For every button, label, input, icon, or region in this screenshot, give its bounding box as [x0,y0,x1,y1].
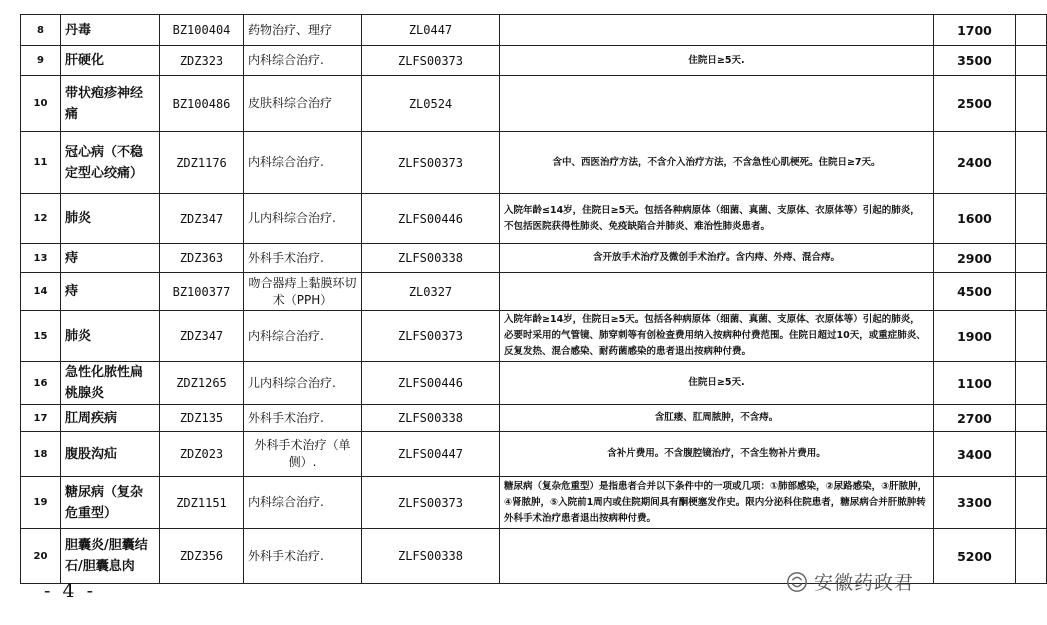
scope-note: 含开放手术治疗及微创手术治疗。含内痔、外痔、混合痔。 [500,244,934,273]
scope-note: 含中、西医治疗方法，不含介入治疗方法，不含急性心肌梗死。住院日≥7天。 [500,132,934,194]
table-row [21,405,1047,432]
row-number: 19 [21,477,61,529]
disease-code: ZDZ1265 [160,362,244,405]
treatment-code: ZLFS00446 [362,362,500,405]
row-number: 16 [21,362,61,405]
table-row [21,244,1047,273]
scope-note: 入院年龄≤14岁，住院日≥5天。包括各种病原体（细菌、真菌、支原体、衣原体等）引起的肺炎，不包括医院获得性肺炎、免疫缺陷合并肺炎、难治性肺炎患者。 [500,194,934,244]
treatment-code: ZLFS00373 [362,46,500,76]
row-number: 11 [21,132,61,194]
row-number: 10 [21,76,61,132]
table-row [21,477,1047,529]
blank-cell [1016,477,1047,529]
table-row [21,15,1047,46]
fee-amount: 2500 [934,76,1016,132]
row-number: 13 [21,244,61,273]
disease-code: ZDZ323 [160,46,244,76]
scope-note [500,273,934,311]
row-number: 12 [21,194,61,244]
row-number: 9 [21,46,61,76]
fee-amount: 1700 [934,15,1016,46]
fee-amount: 5200 [934,529,1016,584]
disease-name: 肛周疾病 [61,405,160,432]
disease-code: ZDZ023 [160,432,244,477]
disease-name: 痔 [61,244,160,273]
scope-note [500,15,934,46]
treatment-method: 药物治疗、理疗 [244,15,362,46]
fee-amount: 4500 [934,273,1016,311]
page-number: - 4 - [44,580,97,602]
disease-name: 肝硬化 [61,46,160,76]
treatment-method: 儿内科综合治疗. [244,194,362,244]
disease-name: 冠心病（不稳定型心绞痛） [61,132,160,194]
table-row [21,76,1047,132]
treatment-method: 内科综合治疗. [244,132,362,194]
disease-code: ZDZ1176 [160,132,244,194]
table-row [21,194,1047,244]
scope-note: 糖尿病（复杂危重型）是指患者合并以下条件中的一项或几项：①肺部感染，②尿路感染，③肝脓肿，④肾脓肿，⑤入院前1周内或住院期间具有酮梗塞发作史。限内分泌科住院患者，糖尿病合并肝脓肿转外科手术治疗患者退出按病种付费。 [500,477,934,529]
fee-amount: 1100 [934,362,1016,405]
treatment-method: 内科综合治疗. [244,46,362,76]
treatment-method: 外科手术治疗. [244,405,362,432]
treatment-code: ZLFS00373 [362,311,500,362]
disease-code: ZDZ347 [160,311,244,362]
blank-cell [1016,46,1047,76]
wechat-channel-icon [786,571,808,593]
fee-amount: 3300 [934,477,1016,529]
treatment-code: ZL0327 [362,273,500,311]
disease-name: 糖尿病（复杂危重型） [61,477,160,529]
disease-code: BZ100404 [160,15,244,46]
treatment-method: 儿内科综合治疗. [244,362,362,405]
table-row [21,132,1047,194]
row-number: 8 [21,15,61,46]
treatment-code: ZLFS00373 [362,477,500,529]
treatment-code: ZLFS00338 [362,529,500,584]
row-number: 18 [21,432,61,477]
blank-cell [1016,362,1047,405]
blank-cell [1016,405,1047,432]
treatment-code: ZL0524 [362,76,500,132]
treatment-method: 外科手术治疗. [244,529,362,584]
disease-name: 急性化脓性扁桃腺炎 [61,362,160,405]
treatment-code: ZLFS00447 [362,432,500,477]
scope-note: 入院年龄≥14岁，住院日≥5天。包括各种病原体（细菌、真菌、支原体、衣原体等）引起的肺炎，必要时采用的气管镜、肺穿刺等有创检查费用纳入按病种付费范围。住院日超过10天，或重症肺炎、反复发热、混合感染、耐药菌感染的患者退出按病种付费。 [500,311,934,362]
table-row [21,46,1047,76]
row-number: 15 [21,311,61,362]
row-number: 20 [21,529,61,584]
treatment-method: 外科手术治疗（单侧）. [244,432,362,477]
disease-name: 痔 [61,273,160,311]
watermark-text: 安徽药政君 [814,572,915,594]
fee-amount: 2400 [934,132,1016,194]
scope-note: 含补片费用。不含腹腔镜治疗，不含生物补片费用。 [500,432,934,477]
table-row [21,432,1047,477]
watermark [786,568,914,595]
treatment-code: ZLFS00338 [362,405,500,432]
disease-code: ZDZ1151 [160,477,244,529]
disease-code: BZ100486 [160,76,244,132]
fee-amount: 3500 [934,46,1016,76]
scope-note: 住院日≥5天. [500,362,934,405]
table-row [21,311,1047,362]
table-row [21,362,1047,405]
fee-amount: 3400 [934,432,1016,477]
treatment-method: 内科综合治疗. [244,477,362,529]
disease-code: BZ100377 [160,273,244,311]
treatment-code: ZL0447 [362,15,500,46]
disease-name: 肺炎 [61,194,160,244]
fee-amount: 2900 [934,244,1016,273]
fee-amount: 1900 [934,311,1016,362]
disease-name: 胆囊炎/胆囊结石/胆囊息肉 [61,529,160,584]
blank-cell [1016,15,1047,46]
disease-code: ZDZ363 [160,244,244,273]
blank-cell [1016,76,1047,132]
treatment-method: 吻合器痔上黏膜环切术（PPH） [244,273,362,311]
blank-cell [1016,311,1047,362]
treatment-code: ZLFS00338 [362,244,500,273]
blank-cell [1016,194,1047,244]
scope-note [500,76,934,132]
scope-note: 含肛瘘、肛周脓肿，不含痔。 [500,405,934,432]
blank-cell [1016,432,1047,477]
scope-note: 住院日≥5天. [500,46,934,76]
row-number: 14 [21,273,61,311]
disease-name: 丹毒 [61,15,160,46]
treatment-code: ZLFS00373 [362,132,500,194]
disease-code: ZDZ347 [160,194,244,244]
treatment-method: 皮肤科综合治疗 [244,76,362,132]
blank-cell [1016,132,1047,194]
treatment-method: 内科综合治疗. [244,311,362,362]
blank-cell [1016,273,1047,311]
disease-code: ZDZ356 [160,529,244,584]
table-row [21,273,1047,311]
treatment-code: ZLFS00446 [362,194,500,244]
fee-amount: 1600 [934,194,1016,244]
disease-code: ZDZ135 [160,405,244,432]
row-number: 17 [21,405,61,432]
disease-name: 带状疱疹神经痛 [61,76,160,132]
disease-name: 肺炎 [61,311,160,362]
blank-cell [1016,529,1047,584]
blank-cell [1016,244,1047,273]
disease-name: 腹股沟疝 [61,432,160,477]
fee-amount: 2700 [934,405,1016,432]
treatment-method: 外科手术治疗. [244,244,362,273]
fee-schedule-table [20,14,1047,584]
